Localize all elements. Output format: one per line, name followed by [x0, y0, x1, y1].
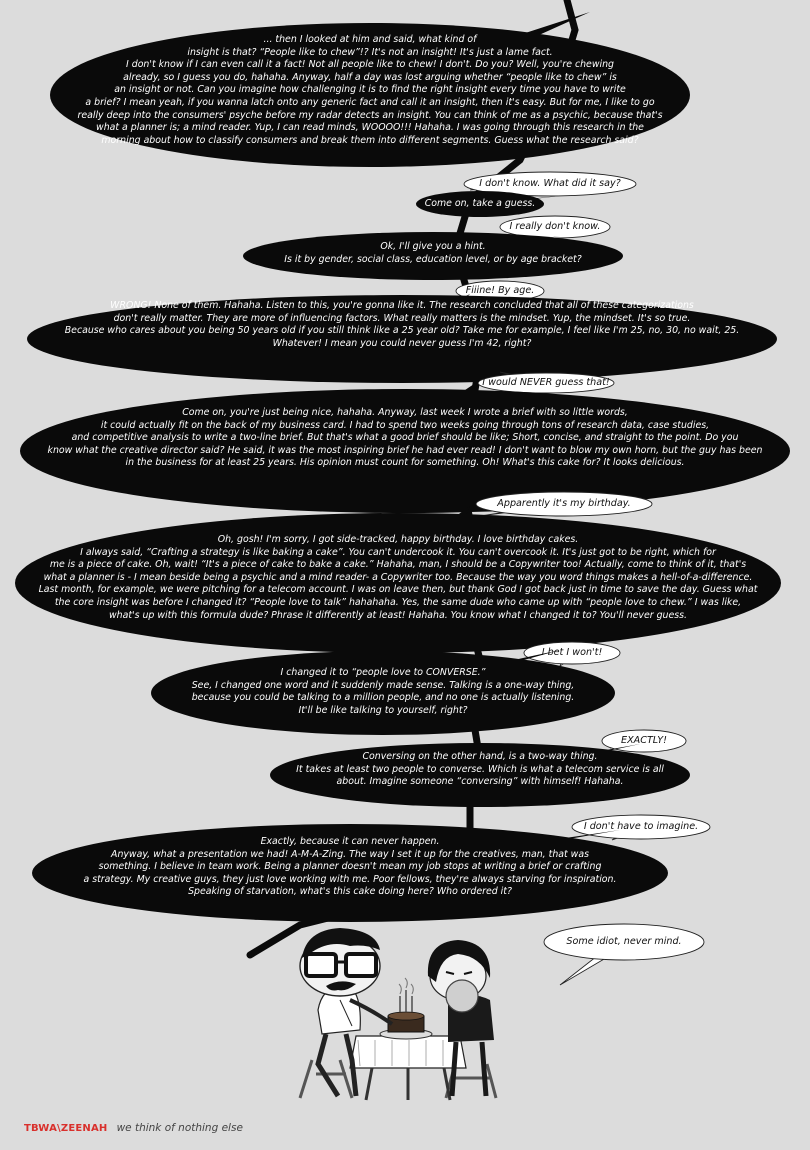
speech-text-r1: [465, 178, 635, 191]
speech-line: Some idiot, never mind.: [566, 936, 682, 947]
speech-line: what a planner is - I mean beside being a psychic and a mind reader- a Copywriter too. Because the way you word things makes a hell-of-a-difference.: [43, 571, 753, 583]
speech-text-b9: [30, 836, 670, 899]
speech-line: because you could be talking to a million people, and no one is actually listening.: [191, 692, 575, 704]
speech-text-r9: [544, 936, 704, 949]
speech-line: insight is that? “People like to chew”!? It's not an insight! It's just a lame fact.: [187, 46, 553, 58]
speech-line: I really don't know.: [509, 221, 601, 232]
speech-line: It takes at least two people to converse. Which is what a telecom service is all: [296, 763, 664, 775]
speech-line: me is a piece of cake. Oh, wait! “It's a piece of cake to bake a cake.” Hahaha, man, I should be a Copywriter too! Actually, come to think of it, that's: [49, 559, 747, 571]
speech-line: It'll be like talking to yourself, right?: [298, 704, 468, 716]
speech-text-b1: [70, 34, 670, 147]
glasses-left-lens: [306, 954, 336, 976]
speech-text-b4: [22, 300, 782, 350]
speech-line: Ok, I'll give you a hint.: [380, 241, 486, 252]
speech-line: WRONG! None of them. Hahaha. Listen to this, you're gonna like it. The research concluded that all of these categorizations: [110, 300, 694, 311]
speech-line: I would NEVER guess that!: [482, 377, 610, 388]
speech-line: I don't know if I can even call it a fact! Not all people like to chew! I don't. Do you? Well, you're chewing: [126, 59, 614, 71]
speech-line: in the business for at least 25 years. His opinion must count for something. Oh! What's this cake for? It looks delicious.: [125, 457, 685, 469]
speech-text-b3: [233, 241, 633, 266]
illustration: [300, 928, 496, 1100]
speech-line: Anyway, what a presentation we had! A-M-A-Zing. The way I set it up for the creatives, man, that was: [111, 848, 589, 860]
woman-legs: [452, 1042, 486, 1096]
speech-text-b6: [13, 534, 783, 622]
speech-line: I changed it to “people love to CONVERSE.”: [280, 667, 486, 678]
speech-line: and competitive analysis to write a two-line brief. But that's what a good brief should be like; Short, concise, and straight to the point. Do you: [71, 432, 739, 444]
man-legs: [318, 1034, 356, 1096]
candle-icon: [400, 990, 412, 1012]
speech-text-r4: [476, 377, 616, 390]
birthday-cake-icon: [380, 978, 432, 1039]
speech-line: the core insight was before I changed it? “People love to talk” hahahaha. Yes, the same dude who came up with “people love to chew.” I was like,: [54, 596, 742, 608]
brand-name: TBWA\ZEENAH: [24, 1123, 108, 1134]
speech-line: Oh, gosh! I'm sorry, I got side-tracked, happy birthday. I love birthday cakes.: [217, 534, 579, 545]
speech-line: Speaking of starvation, what's this cake doing here? Who ordered it?: [188, 886, 512, 898]
cafe-table-icon: [350, 1036, 466, 1100]
speech-line: Come on, you're just being nice, hahaha. Anyway, last week I wrote a brief with so little words,: [182, 407, 628, 418]
speech-text-r3: [455, 285, 545, 298]
speech-line: know what the creative director said? He said, it was the most inspiring brief he had ever read! I don't want to blow my own horn, but the guy has been: [47, 444, 763, 456]
speech-line: I don't know. What did it say?: [479, 178, 621, 189]
speech-line: about. Imagine someone “conversing” with himself! Hahaha.: [336, 776, 624, 788]
speech-line: what's up with this formula dude? Phrase it differently at least! Hahaha. You know what I changed it to? You'll never guess.: [109, 609, 687, 621]
man-with-glasses-character: [300, 928, 392, 1096]
speech-line: Last month, for example, we were pitching for a telecom account. I was on leave then, but thank God I got back just in time to save the day. Guess what: [38, 584, 758, 596]
speech-line: Exactly, because it can never happen.: [260, 836, 440, 847]
speech-line: already, so I guess you do, hahaha. Anyway, half a day was lost arguing whether “people like to chew” is: [123, 71, 617, 83]
speech-line: EXACTLY!: [621, 735, 667, 746]
speech-line: Is it by gender, social class, education level, or by age bracket?: [284, 253, 582, 265]
speech-line: Fiiine! By age.: [465, 285, 535, 296]
speech-line: Come on, take a guess.: [424, 198, 536, 209]
bubblegum-bubble-icon: [446, 980, 478, 1012]
speech-text-b8: [270, 751, 690, 789]
glasses-right-lens: [346, 954, 376, 976]
footer: [24, 1116, 243, 1135]
speech-line: something. I believe in team work. Being a planner doesn't mean my job stops at writing a brief or crafting: [98, 861, 602, 873]
speech-text-b7: [153, 667, 613, 717]
speech-line: a brief? I mean yeah, if you wanna latch onto any generic fact and call it an insight, then it's easy. But for me, I like to go: [85, 96, 655, 108]
speech-line: don't really matter. They are more of influencing factors. What really matters is the mindset. Yup, the mindset. It's so true.: [113, 312, 691, 324]
speech-line: what a planner is; a mind reader. Yup, I can read minds, WOOOO!!! Hahaha. I was going through this research in the: [96, 122, 644, 134]
speech-line: morning about how to classify consumers and break them into different segments. Guess what the research said?: [101, 134, 639, 146]
speech-line: really deep into the consumers' psyche before my radar detects an insight. You can think of me as a psychic, because that's: [77, 109, 663, 121]
speech-line: a strategy. My creative guys, they just love working with me. Poor fellows, they're always starving for inspiration.: [83, 873, 617, 885]
speech-text-r7: [599, 735, 689, 748]
speech-line: See, I changed one word and it suddenly made sense. Talking is a one-way thing,: [191, 679, 575, 691]
light-bubble-r9: [544, 924, 704, 985]
speech-line: I bet I won't!: [541, 647, 603, 658]
brand-tagline: we think of nothing else: [116, 1122, 243, 1134]
speech-line: I always said, “Crafting a strategy is like baking a cake”. You can't undercook it. You can't overcook it. It's just got to be right, which for: [80, 546, 716, 558]
woman-blowing-bubblegum-character: [428, 940, 494, 1096]
speech-text-r5: [474, 498, 654, 511]
speech-text-r2: [500, 221, 610, 234]
speech-text-r8: [571, 821, 711, 834]
speech-line: ... then I looked at him and said, what kind of: [263, 34, 477, 45]
speech-line: an insight or not. Can you imagine how challenging it is to find the right insight every time you have to write: [114, 84, 626, 96]
speech-line: Whatever! I mean you could never guess I'm 42, right?: [272, 337, 532, 349]
cake-top: [388, 1012, 424, 1020]
speech-line: Because who cares about you being 50 years old if you still think like a 25 year old? Take me for example, I feel like I'm 25, no, 30, no wait, 25.: [64, 325, 740, 337]
speech-line: I don't have to imagine.: [583, 821, 699, 832]
speech-text-r6: [522, 647, 622, 660]
speech-line: Conversing on the other hand, is a two-way thing.: [362, 751, 598, 762]
speech-line: Apparently it's my birthday.: [497, 498, 631, 509]
speech-text-b5: [20, 407, 790, 470]
speech-line: it could actually fit on the back of my business card. I had to spend two weeks going through tons of research data, case studies,: [100, 419, 710, 431]
table-legs: [366, 1068, 450, 1100]
speech-text-b2: [415, 198, 545, 211]
